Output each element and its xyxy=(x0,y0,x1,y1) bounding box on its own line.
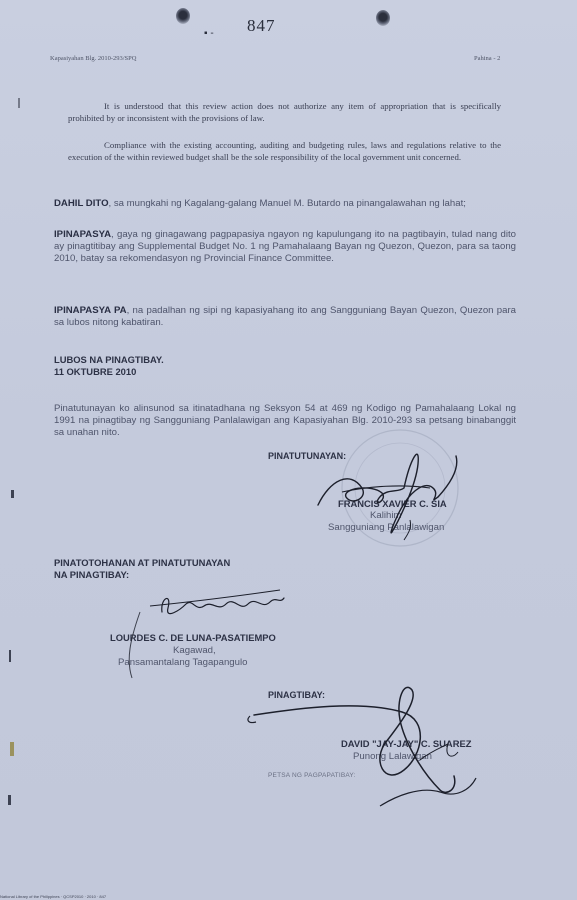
ipinapasya-pa-paragraph: IPINAPASYA PA, na padalhan ng sipi ng kapasiyahang ito ang Sangguniang Bayan Quezon, Quezon para sa lubos nitong kabatiran. xyxy=(54,305,516,328)
presiding-officer-title: Kagawad, xyxy=(173,645,216,656)
approval-title: LUBOS NA PINAGTIBAY. xyxy=(54,354,164,365)
certification-paragraph: Pinatutunayan ko alinsunod sa itinatadhana ng Seksyon 54 at 469 ng Kodigo ng Pamahalaang Lokal ng 1991 na pinagtibay ng Sangguniang Panlalawigan ang Kapasiyahan Blg. 2010-293 sa petsang binabanggit sa unahan nito. xyxy=(54,403,516,438)
governor-title: Punong Lalawigan xyxy=(353,751,432,762)
secretary-office: Sangguniang Panlalawigan xyxy=(328,522,445,533)
approval-date: 11 OKTUBRE 2010 xyxy=(54,366,137,377)
attestation-label-line2: NA PINAGTIBAY: xyxy=(54,569,130,580)
presiding-officer-name: LOURDES C. DE LUNA-PASATIEMPO xyxy=(110,632,276,643)
approval-date-label: PETSA NG PAGPAPATIBAY: xyxy=(268,772,356,779)
compliance-paragraph: Compliance with the existing accounting, auditing and budgeting rules, laws and regulations relative to the execution of the within reviewed budget shall be the sole responsibility of the local government unit concerned. xyxy=(68,140,501,162)
stray-mark: ▪ - xyxy=(204,28,214,39)
punch-hole-right xyxy=(376,10,390,26)
governor-name: DAVID "JAY-JAY" C. SUAREZ xyxy=(341,738,472,749)
attestation-label-line1: PINATOTOHANAN AT PINATUTUNAYAN xyxy=(54,557,231,568)
scan-speck xyxy=(9,650,11,662)
page-label: Pahina - 2 xyxy=(474,55,501,62)
scan-footer: National Library of the Philippines · QCSP2010 · 2010 · 847 xyxy=(0,894,107,899)
punch-hole-left xyxy=(176,8,190,24)
resolution-reference: Kapasiyahan Blg. 2010-293/SPQ xyxy=(50,55,137,62)
scan-speck xyxy=(18,98,20,108)
dahil-dito-paragraph: DAHIL DITO, sa mungkahi ng Kagalang-galang Manuel M. Butardo na pinangalawahan ng lahat; xyxy=(54,198,466,209)
secretary-title: Kalihim xyxy=(370,510,402,521)
scan-speck xyxy=(10,742,14,756)
review-paragraph: It is understood that this review action does not authorize any item of appropriation that is specifically prohibited by or inconsistent with the provisions of law. xyxy=(68,101,501,123)
scan-speck xyxy=(11,490,14,498)
pinatutunayan-label: PINATUTUNAYAN: xyxy=(268,451,347,461)
secretary-name: FRANCIS XAVIER C. SIA xyxy=(338,498,447,509)
presiding-officer-role: Pansamantalang Tagapangulo xyxy=(118,657,248,668)
ipinapasya-paragraph: IPINAPASYA, gaya ng ginagawang pagpapasiya ngayon ng kapulungang ito na pagtibayin, tulad nang dito ay pinagtitibay ang Supplemental Budget No. 1 ng Pamahalaang Bayan ng Quezon, Quezon, para sa taong 2010, batay sa rekomendasyon ng Provincial Finance Committee. xyxy=(54,229,516,264)
pinagtibay-label: PINAGTIBAY: xyxy=(268,690,326,700)
page-number: 847 xyxy=(247,16,276,35)
scan-speck xyxy=(8,795,11,805)
